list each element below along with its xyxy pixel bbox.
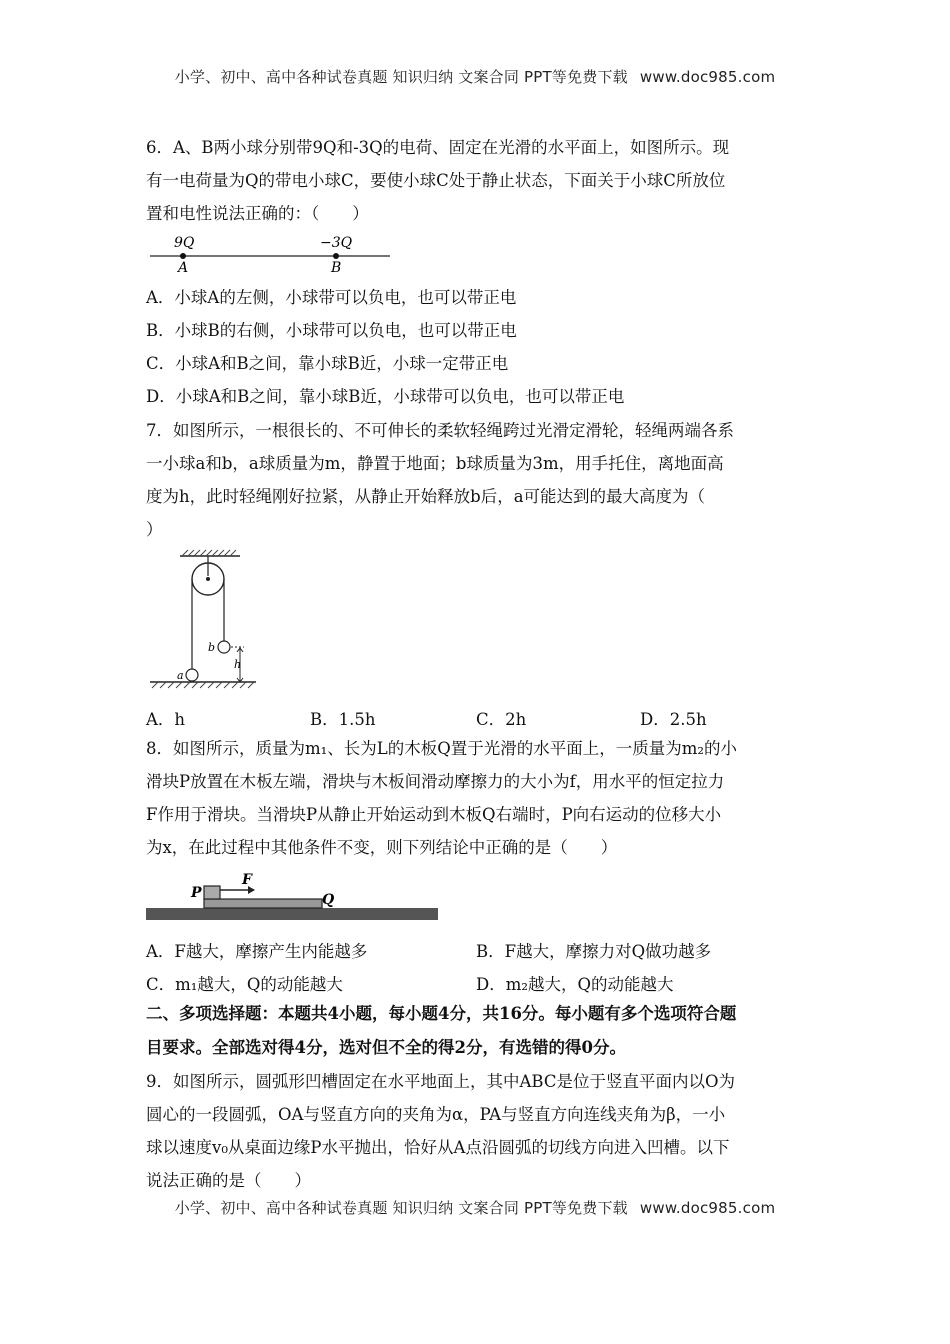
q6-charge-a-dot (180, 253, 186, 259)
q8-option-c: C．m₁越大，Q的动能越大 (146, 975, 343, 994)
q6-point-a-label: A (178, 260, 189, 276)
section2-line-2: 目要求。全部选对得4分，选对但不全的得2分，有选错的得0分。 (146, 1038, 626, 1057)
q6-option-b: B．小球B的右侧，小球带可以负电，也可以带正电 (146, 321, 517, 340)
q8-label-q: Q (322, 892, 335, 908)
q6-line-3: 置和电性说法正确的：（ ） (146, 204, 369, 223)
q8-line-3: F作用于滑块。当滑块P从静止开始运动到木板Q右端时，P向右运动的位移大小 (146, 805, 722, 824)
q8-block-p (204, 886, 220, 899)
q7-line-3: 度为h，此时轻绳刚好拉紧，从静止开始释放b后，a可能达到的最大高度为（ (146, 487, 706, 506)
q8-option-d: D．m₂越大，Q的动能越大 (476, 975, 674, 994)
q6-option-a: A．小球A的左侧，小球带可以负电，也可以带正电 (146, 288, 517, 307)
q9-line-1: 9．如图所示，圆弧形凹槽固定在水平地面上，其中ABC是位于竖直平面内以O为 (146, 1072, 735, 1091)
q7-line-2: 一小球a和b，a球质量为m，静置于地面；b球质量为3m，用手托住，离地面高 (146, 454, 724, 473)
q7-pulley-axle (206, 577, 210, 581)
q7-label-a: a (177, 669, 184, 682)
q8-option-a: A．F越大，摩擦产生内能越多 (146, 942, 368, 961)
q6-point-b-label: B (331, 260, 342, 276)
q7-ball-a (186, 669, 198, 681)
q7-line-1: 7．如图所示，一根很长的、不可伸长的柔软轻绳跨过光滑定滑轮，轻绳两端各系 (146, 421, 734, 440)
header-text: 小学、初中、高中各种试卷真题 知识归纳 文案合同 PPT等免费下载 (174, 68, 628, 86)
q8-line-4: 为x，在此过程中其他条件不变，则下列结论中正确的是（ ） (146, 838, 618, 857)
footer-text: 小学、初中、高中各种试卷真题 知识归纳 文案合同 PPT等免费下载 (174, 1199, 628, 1217)
q6-charge-a-label: 9Q (174, 235, 195, 251)
q7-pulley-figure (148, 548, 260, 690)
q8-line-1: 8．如图所示，质量为m₁、长为L的木板Q置于光滑的水平面上，一质量为m₂的小 (146, 739, 738, 758)
header-url[interactable]: www.doc985.com (639, 68, 776, 86)
section2-line-1: 二、多项选择题：本题共4小题，每小题4分，共16分。每小题有多个选项符合题 (146, 1004, 737, 1023)
q7-line-4: ） (146, 520, 163, 539)
q7-option-a: A．h (146, 710, 186, 729)
page-header (0, 66, 950, 87)
q8-board-figure (146, 866, 440, 924)
q6-option-c: C．小球A和B之间，靠小球B近，小球一定带正电 (146, 354, 509, 373)
q6-charge-b-dot (333, 253, 339, 259)
q7-option-d: D．2.5h (640, 710, 707, 729)
q7-label-b: b (208, 641, 216, 654)
q8-ground (146, 908, 438, 920)
footer-url[interactable]: www.doc985.com (639, 1199, 776, 1217)
q9-line-4: 说法正确的是（ ） (146, 1171, 311, 1190)
q8-label-f: F (242, 872, 252, 888)
q9-line-3: 球以速度v₀从桌面边缘P水平抛出，恰好从A点沿圆弧的切线方向进入凹槽。以下 (146, 1138, 730, 1157)
q6-line-1: 6．A、B两小球分别带9Q和-3Q的电荷、固定在光滑的水平面上，如图所示。现 (146, 138, 730, 157)
q6-charge-b-label: −3Q (320, 235, 353, 251)
q9-line-2: 圆心的一段圆弧，OA与竖直方向的夹角为α，PA与竖直方向连线夹角为β，一小 (146, 1105, 726, 1124)
q8-line-2: 滑块P放置在木板左端，滑块与木板间滑动摩擦力的大小为f，用水平的恒定拉力 (146, 772, 725, 791)
q7-option-c: C．2h (476, 710, 527, 729)
q6-figure (150, 232, 400, 278)
q7-ball-b (218, 641, 230, 653)
q8-board-q (204, 899, 322, 908)
q6-option-d: D．小球A和B之间，靠小球B近，小球带可以负电，也可以带正电 (146, 387, 625, 406)
q8-label-p: P (191, 885, 202, 901)
q8-option-b: B．F越大，摩擦力对Q做功越多 (476, 942, 712, 961)
q7-option-b: B．1.5h (310, 710, 376, 729)
page-footer (0, 1197, 950, 1218)
q7-label-h: h (234, 658, 242, 671)
q6-line-2: 有一电荷量为Q的带电小球C，要使小球C处于静止状态，下面关于小球C所放位 (146, 171, 726, 190)
